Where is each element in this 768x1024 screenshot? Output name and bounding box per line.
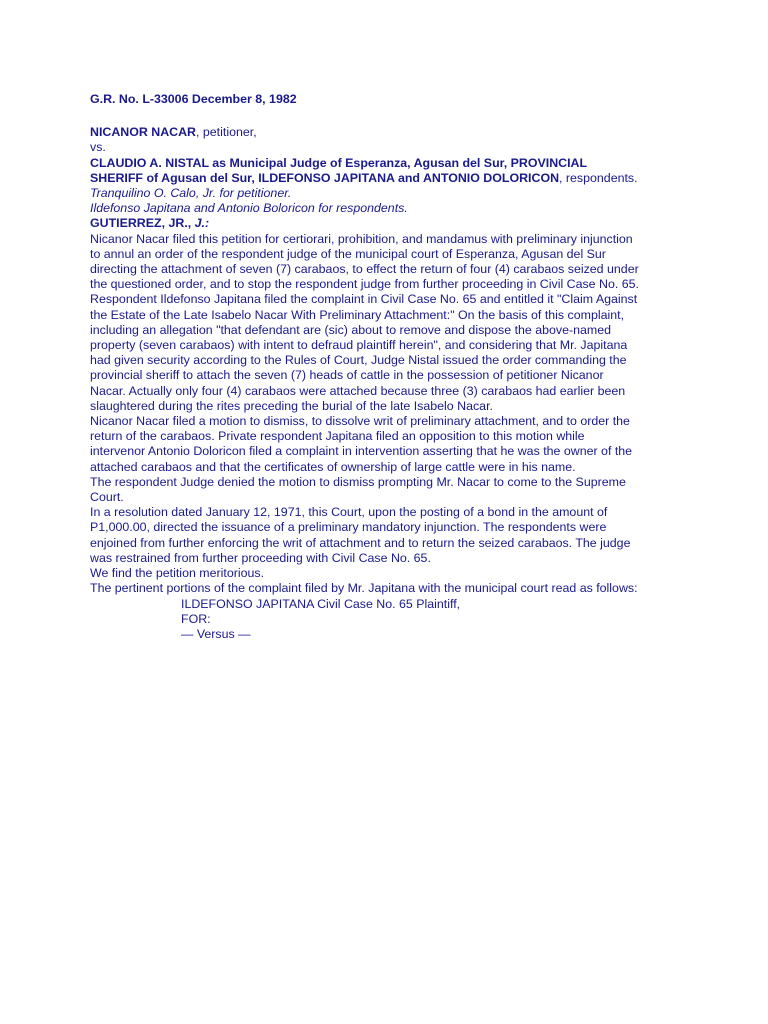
respondents-role: , respondents. xyxy=(559,170,638,185)
respondents-line-2-wrap xyxy=(90,171,720,186)
complaint-versus-line: — Versus — xyxy=(181,626,251,641)
complaint-plaintiff-line: ILDEFONSO JAPITANA Civil Case No. 65 Plaintiff, xyxy=(181,596,461,611)
paragraph-4 xyxy=(90,475,720,505)
paragraph-line: provincial sheriff to attach the seven (7) heads of cattle in the possession of petitioner Nicanor xyxy=(90,368,604,383)
respondents-line-2: SHERIFF of Agusan del Sur, ILDEFONSO JAPITANA and ANTONIO DOLORICON xyxy=(90,170,560,185)
paragraph-7: The pertinent portions of the complaint filed by Mr. Japitana with the municipal court read as follows: xyxy=(90,581,638,596)
paragraph-line: intervenor Antonio Doloricon filed a complaint in intervention asserting that he was the owner of the xyxy=(90,444,633,459)
paragraph-6: We find the petition meritorious. xyxy=(90,566,265,581)
paragraph-line: directing the attachment of seven (7) carabaos, to effect the return of four (4) carabaos seized under xyxy=(90,262,639,277)
paragraph-line: property (seven carabaos) with intent to defraud plaintiff herein", and considering that Mr. Japitana xyxy=(90,338,628,353)
paragraph-2 xyxy=(90,292,720,414)
paragraph-line: enjoined from further enforcing the writ of attachment and to return the seized carabaos. The judge xyxy=(90,535,631,550)
paragraph-line: had given security according to the Rules of Court, Judge Nistal issued the order commanding the xyxy=(90,353,627,368)
paragraph-line: Court. xyxy=(90,490,124,505)
petitioner-role: , petitioner, xyxy=(196,125,257,140)
paragraph-line: P1,000.00, directed the issuance of a preliminary mandatory injunction. The respondents were xyxy=(90,520,607,535)
complaint-caption xyxy=(181,597,720,643)
case-number: G.R. No. L-33006 December 8, 1982 xyxy=(90,92,297,106)
versus-label: vs. xyxy=(90,140,106,155)
petitioner-name: NICANOR NACAR xyxy=(90,125,197,140)
paragraph-line: Nacar. Actually only four (4) carabaos were attached because three (3) carabaos had earlier been xyxy=(90,383,626,398)
paragraph-line: Nicanor Nacar filed a motion to dismiss, to dissolve writ of preliminary attachment, and to order the xyxy=(90,414,630,429)
paragraph-line: slaughtered during the rites preceding the burial of the late Isabelo Nacar. xyxy=(90,398,493,413)
ponente-title: J.: xyxy=(194,216,210,231)
paragraph-line: to annul an order of the respondent judge of the municipal court of Esperanza, Agusan del Sur xyxy=(90,246,606,261)
ponente xyxy=(90,216,720,231)
paragraph-line: the Estate of the Late Isabelo Nacar With Preliminary Attachment:" On the basis of this complaint, xyxy=(90,307,625,322)
complaint-for-line: FOR: xyxy=(181,611,211,626)
paragraph-3 xyxy=(90,414,720,475)
paragraph-line: including an allegation "that defendant are (sic) about to remove and dispose the above-named xyxy=(90,322,612,337)
paragraph-line: attached carabaos and that the certificates of ownership of large cattle were in his name. xyxy=(90,459,576,474)
parties-block xyxy=(90,125,720,186)
paragraph-line: return of the carabaos. Private respondent Japitana filed an opposition to this motion while xyxy=(90,429,585,444)
document-page xyxy=(90,92,720,642)
ponente-name: GUTIERREZ, JR., xyxy=(90,216,195,231)
petitioner-line xyxy=(90,125,720,140)
counsel-petitioner: Tranquilino O. Calo, Jr. for petitioner. xyxy=(90,186,292,201)
paragraph-line: Respondent Ildefonso Japitana filed the complaint in Civil Case No. 65 and entitled it "Claim Against xyxy=(90,292,638,307)
respondents-line-1: CLAUDIO A. NISTAL as Municipal Judge of Esperanza, Agusan del Sur, PROVINCIAL xyxy=(90,155,588,170)
paragraph-1 xyxy=(90,232,720,293)
paragraph-line: Nicanor Nacar filed this petition for certiorari, prohibition, and mandamus with preliminary injunction xyxy=(90,231,633,246)
counsel-respondents: Ildefonso Japitana and Antonio Boloricon for respondents. xyxy=(90,201,408,216)
paragraph-line: The respondent Judge denied the motion to dismiss prompting Mr. Nacar to come to the Supreme xyxy=(90,474,626,489)
paragraph-5 xyxy=(90,505,720,566)
paragraph-line: In a resolution dated January 12, 1971, this Court, upon the posting of a bond in the amount of xyxy=(90,505,608,520)
paragraph-line: the questioned order, and to stop the respondent judge from further proceeding in Civil Case No. 65. xyxy=(90,277,639,292)
paragraph-line: was restrained from further proceeding with Civil Case No. 65. xyxy=(90,550,431,565)
